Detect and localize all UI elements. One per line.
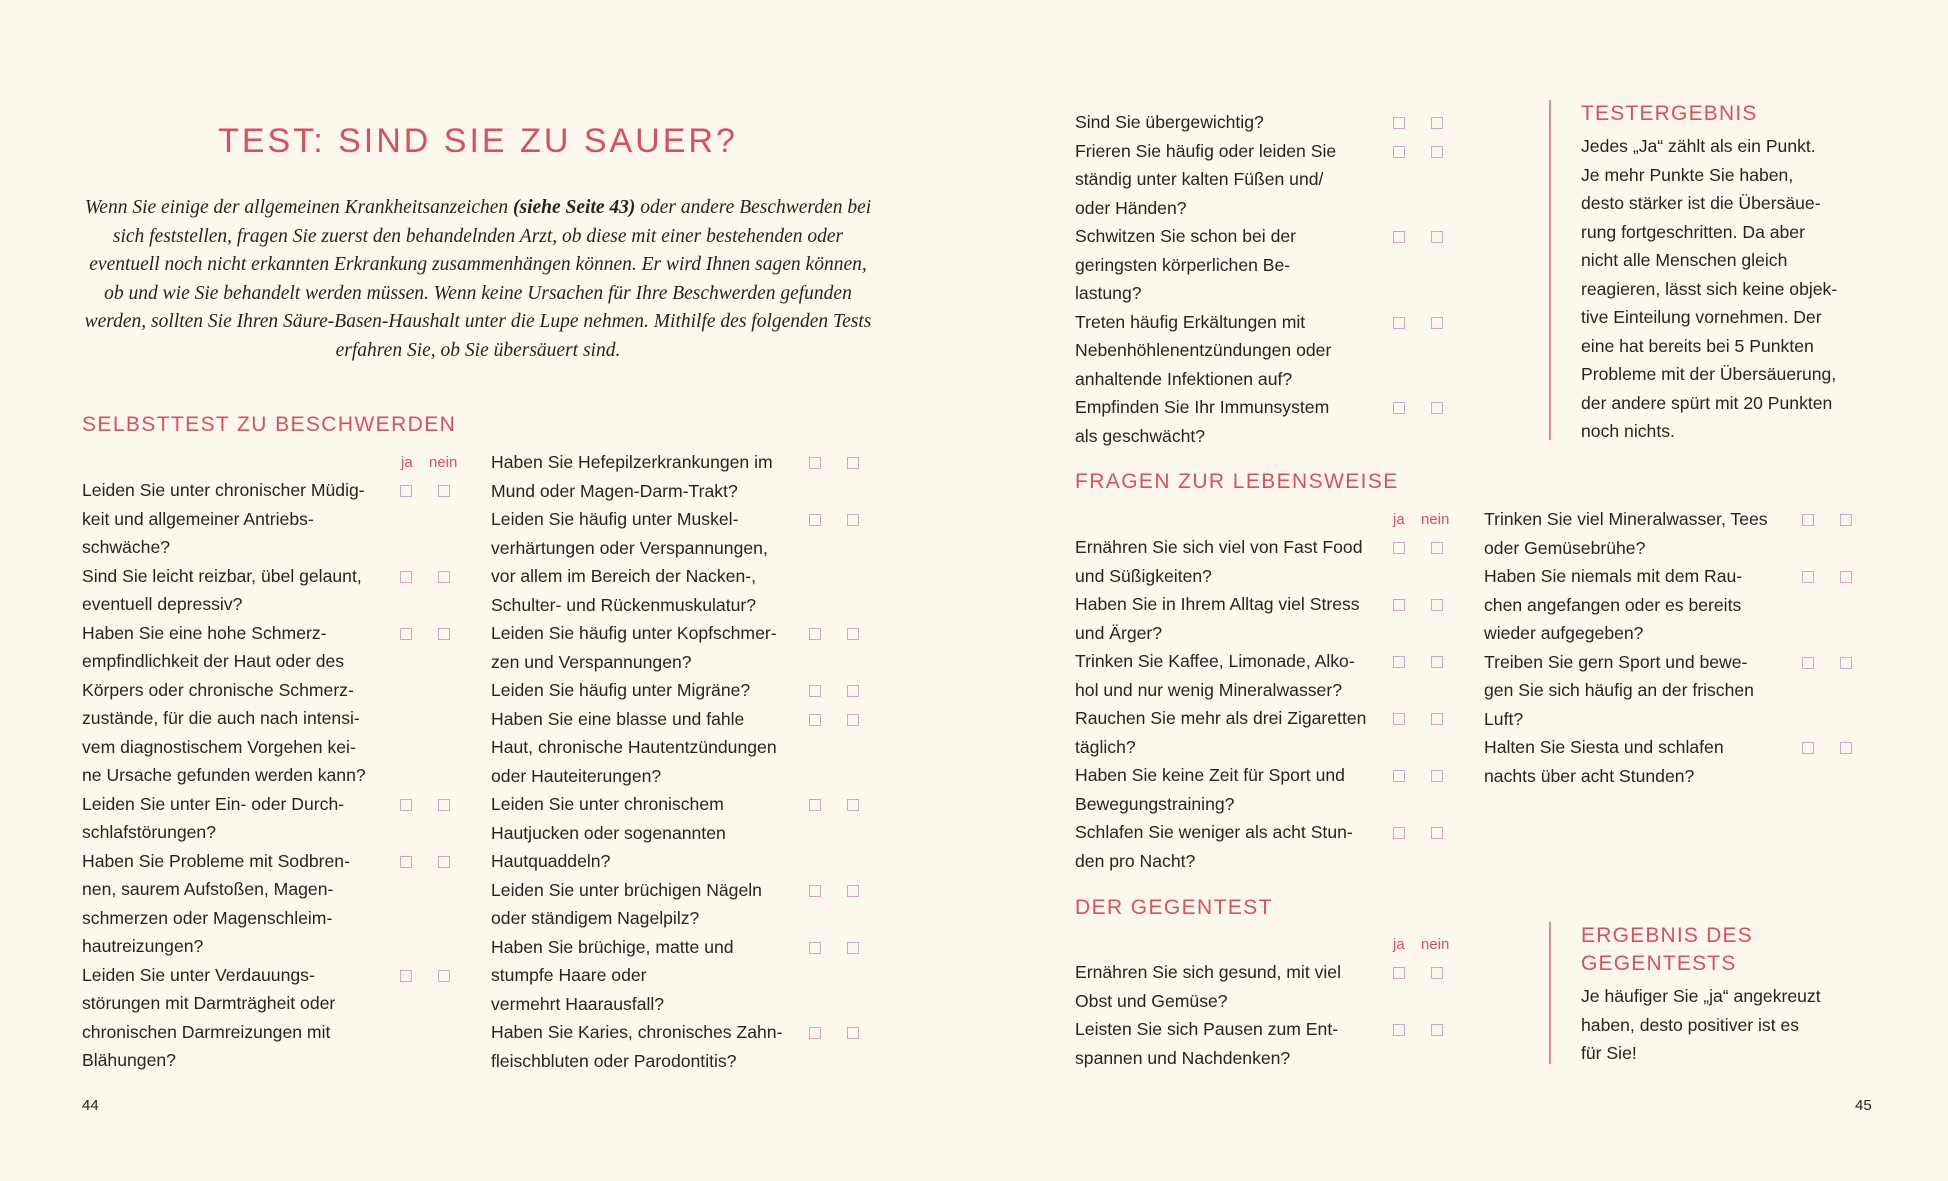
- selbsttest-heading: SELBSTTEST ZU BESCHWERDEN: [82, 413, 457, 436]
- question-text: Haben Sie eine blasse und fahle Haut, chronische Hautentzündungen oder Hauteiterungen?: [491, 708, 777, 786]
- question-text: Halten Sie Siesta und schlafen nachts über acht Stunden?: [1484, 737, 1724, 786]
- question-text: Leiden Sie unter Verdauungs- störungen mit Darmträgheit oder chronischen Darmreizungen mit Blähungen?: [82, 964, 336, 1070]
- selbsttest-question: [491, 676, 821, 705]
- lebensweise-question: [1075, 647, 1395, 704]
- question-text: Empfinden Sie Ihr Immunsystem als geschwächt?: [1075, 397, 1330, 446]
- ja-checkbox[interactable]: [1802, 571, 1814, 583]
- lebensweise-question: [1075, 761, 1395, 818]
- selbsttest-question: [1075, 393, 1395, 450]
- intro-text-end: oder andere Beschwerden bei sich feststellen, fragen Sie zuerst den behandelnden Arzt, ob diese mit einer bestehenden oder eventuell noch nicht erkannten Erkrankung zusammenhängen können. Er wird Ihnen sagen können, ob und wie Sie behandelt werden müssen. Wenn keine Ursachen für Ihre Beschwerden gefunden werden, sollten Sie Ihren Säure-Basen-Haushalt unter die Lupe nehmen. Mithilfe des folgenden Tests erfahren Sie, ob Sie übersäuert sind.: [84, 197, 872, 361]
- intro-paragraph: [82, 194, 874, 365]
- ja-checkbox[interactable]: [1393, 117, 1405, 129]
- ja-checkbox[interactable]: [809, 714, 821, 726]
- question-text: Leiden Sie häufig unter Kopfschmer- zen und Verspannungen?: [491, 623, 777, 672]
- nein-checkbox[interactable]: [1431, 770, 1443, 782]
- lebensweise-question: [1484, 648, 1814, 734]
- gegentest-question: [1075, 1015, 1395, 1072]
- lebensweise-question: [1075, 590, 1395, 647]
- ja-checkbox[interactable]: [400, 628, 412, 640]
- nein-checkbox[interactable]: [1431, 146, 1443, 158]
- lebensweise-question: [1484, 505, 1814, 562]
- nein-checkbox[interactable]: [847, 628, 859, 640]
- ja-checkbox[interactable]: [1393, 317, 1405, 329]
- selbsttest-question: [491, 448, 821, 505]
- lebensweise-question: [1484, 733, 1814, 790]
- selbsttest-question: [1075, 137, 1395, 223]
- nein-checkbox[interactable]: [847, 1027, 859, 1039]
- selbsttest-question: [491, 705, 821, 791]
- selbsttest-question: [82, 790, 402, 847]
- nein-checkbox[interactable]: [847, 714, 859, 726]
- nein-checkbox[interactable]: [1431, 542, 1443, 554]
- nein-checkbox[interactable]: [438, 856, 450, 868]
- ja-checkbox[interactable]: [1393, 770, 1405, 782]
- nein-checkbox[interactable]: [438, 571, 450, 583]
- ja-checkbox[interactable]: [400, 799, 412, 811]
- nein-checkbox[interactable]: [1431, 402, 1443, 414]
- question-text: Leiden Sie häufig unter Muskel- verhärtungen oder Verspannungen, vor allem im Bereich der Nacken-, Schulter- und Rückenmuskulatur?: [491, 509, 768, 615]
- ja-checkbox[interactable]: [809, 685, 821, 697]
- testergebnis-text: Jedes „Ja“ zählt als ein Punkt. Je mehr Punkte Sie haben, desto stärker ist die Übersäue- rung fortgeschritten. Da aber nicht alle Menschen gleich reagieren, lässt sich keine objek- tive Einteilung vornehmen. Der eine hat bereits bei 5 Punkten Probleme mit der Übersäuerung, der andere spürt mit 20 Punkten noch nichts.: [1581, 136, 1838, 441]
- nein-checkbox[interactable]: [1431, 1024, 1443, 1036]
- ja-label: ja: [1393, 936, 1405, 953]
- nein-checkbox[interactable]: [438, 628, 450, 640]
- selbsttest-question: [82, 847, 402, 961]
- gegentest-ergebnis-heading: ERGEBNIS DES GEGENTESTS: [1581, 924, 1753, 975]
- nein-checkbox[interactable]: [1431, 231, 1443, 243]
- ja-checkbox[interactable]: [400, 571, 412, 583]
- gegentest-ergebnis-box: [1549, 922, 1889, 1064]
- selbsttest-question: [491, 505, 821, 619]
- ja-checkbox[interactable]: [1393, 542, 1405, 554]
- lebensweise-list-1: [1075, 533, 1395, 875]
- ja-checkbox[interactable]: [809, 799, 821, 811]
- selbsttest-question: [1075, 222, 1395, 308]
- ja-checkbox[interactable]: [1802, 514, 1814, 526]
- page-number-left: 44: [82, 1097, 99, 1114]
- lebensweise-list-2: [1484, 505, 1814, 790]
- page-title: TEST: SIND SIE ZU SAUER?: [218, 122, 738, 160]
- question-text: Leiden Sie unter brüchigen Nägeln oder ständigem Nagelpilz?: [491, 879, 762, 928]
- ja-checkbox[interactable]: [1802, 742, 1814, 754]
- question-text: Leisten Sie sich Pausen zum Ent- spannen und Nachdenken?: [1075, 1019, 1339, 1068]
- selbsttest-question: [82, 562, 402, 619]
- nein-checkbox[interactable]: [1431, 656, 1443, 668]
- question-text: Haben Sie Probleme mit Sodbren- nen, saurem Aufstoßen, Magen- schmerzen oder Magenschleim- hautreizungen?: [82, 850, 350, 956]
- nein-checkbox[interactable]: [438, 485, 450, 497]
- ja-checkbox[interactable]: [1393, 599, 1405, 611]
- testergebnis-box: [1549, 100, 1889, 440]
- question-text: Haben Sie Karies, chronisches Zahn- fleischbluten oder Parodontitis?: [491, 1022, 783, 1071]
- ja-checkbox[interactable]: [1393, 1024, 1405, 1036]
- selbsttest-question: [491, 1018, 821, 1075]
- nein-label: nein: [1421, 511, 1450, 528]
- nein-checkbox[interactable]: [438, 970, 450, 982]
- nein-checkbox[interactable]: [1840, 742, 1852, 754]
- selbsttest-question: [491, 790, 821, 876]
- nein-checkbox[interactable]: [1431, 317, 1443, 329]
- nein-checkbox[interactable]: [1431, 713, 1443, 725]
- question-text: Haben Sie eine hohe Schmerz- empfindlichkeit der Haut oder des Körpers oder chronische Schmerz- zustände, für die auch nach intensi- vem diagnostischem Vorgehen kei- ne Ursache gefunden werden kann?: [82, 622, 366, 785]
- gegentest-ergebnis-text: Je häufiger Sie „ja“ angekreuzt haben, desto positiver ist es für Sie!: [1581, 986, 1821, 1063]
- question-text: Sind Sie übergewichtig?: [1075, 112, 1264, 132]
- question-text: Trinken Sie Kaffee, Limonade, Alko- hol und nur wenig Mineralwasser?: [1075, 651, 1355, 700]
- gegentest-question: [1075, 958, 1395, 1015]
- selbsttest-question: [491, 933, 821, 1019]
- lebensweise-question: [1484, 562, 1814, 648]
- lebensweise-question: [1075, 818, 1395, 875]
- nein-checkbox[interactable]: [847, 942, 859, 954]
- selbsttest-list-2: [491, 448, 821, 1075]
- question-text: Frieren Sie häufig oder leiden Sie ständig unter kalten Füßen und/ oder Händen?: [1075, 140, 1337, 218]
- question-text: Schlafen Sie weniger als acht Stun- den pro Nacht?: [1075, 822, 1353, 871]
- ja-checkbox[interactable]: [1393, 713, 1405, 725]
- ja-checkbox[interactable]: [1802, 657, 1814, 669]
- page-number-right: 45: [1855, 1097, 1872, 1114]
- testergebnis-heading: TESTERGEBNIS: [1581, 102, 1758, 125]
- selbsttest-question: [82, 961, 402, 1075]
- nein-checkbox[interactable]: [1431, 967, 1443, 979]
- question-text: Ernähren Sie sich viel von Fast Food und Süßigkeiten?: [1075, 537, 1363, 586]
- gegentest-heading: DER GEGENTEST: [1075, 896, 1273, 919]
- ja-checkbox[interactable]: [400, 485, 412, 497]
- question-text: Leiden Sie unter chronischem Hautjucken oder sogenannten Hautquaddeln?: [491, 794, 726, 871]
- ja-checkbox[interactable]: [1393, 827, 1405, 839]
- nein-checkbox[interactable]: [1431, 117, 1443, 129]
- nein-checkbox[interactable]: [847, 514, 859, 526]
- question-text: Trinken Sie viel Mineralwasser, Tees oder Gemüsebrühe?: [1484, 509, 1768, 558]
- ja-checkbox[interactable]: [1393, 656, 1405, 668]
- question-text: Haben Sie Hefepilzerkrankungen im Mund oder Magen-Darm-Trakt?: [491, 452, 773, 501]
- nein-checkbox[interactable]: [847, 885, 859, 897]
- ja-checkbox[interactable]: [1393, 231, 1405, 243]
- nein-label: nein: [1421, 936, 1450, 953]
- question-text: Haben Sie brüchige, matte und stumpfe Haare oder vermehrt Haarausfall?: [491, 936, 734, 1014]
- selbsttest-column-header: [0, 454, 974, 474]
- selbsttest-question: [1075, 308, 1395, 394]
- question-text: Haben Sie niemals mit dem Rau- chen angefangen oder es bereits wieder aufgegeben?: [1484, 566, 1743, 643]
- nein-label: nein: [429, 454, 458, 471]
- ja-checkbox[interactable]: [809, 885, 821, 897]
- nein-checkbox[interactable]: [1431, 599, 1443, 611]
- question-text: Rauchen Sie mehr als drei Zigaretten täglich?: [1075, 708, 1367, 757]
- ja-checkbox[interactable]: [1393, 967, 1405, 979]
- ja-checkbox[interactable]: [1393, 146, 1405, 158]
- nein-checkbox[interactable]: [1840, 657, 1852, 669]
- ja-checkbox[interactable]: [809, 1027, 821, 1039]
- lebensweise-heading: FRAGEN ZUR LEBENSWEISE: [1075, 470, 1399, 493]
- selbsttest-question: [82, 476, 402, 562]
- lebensweise-question: [1075, 704, 1395, 761]
- question-text: Leiden Sie unter Ein- oder Durch- schlafstörungen?: [82, 793, 345, 842]
- selbsttest-question: [82, 619, 402, 790]
- nein-checkbox[interactable]: [1840, 514, 1852, 526]
- ja-checkbox[interactable]: [809, 628, 821, 640]
- ja-checkbox[interactable]: [809, 457, 821, 469]
- ja-checkbox[interactable]: [809, 514, 821, 526]
- nein-checkbox[interactable]: [1840, 571, 1852, 583]
- intro-page-reference: (siehe Seite 43): [513, 197, 636, 218]
- question-text: Treiben Sie gern Sport und bewe- gen Sie sich häufig an der frischen Luft?: [1484, 651, 1754, 729]
- selbsttest-question: [491, 619, 821, 676]
- question-text: Sind Sie leicht reizbar, übel gelaunt, eventuell depressiv?: [82, 565, 362, 614]
- selbsttest-list-3: [1075, 108, 1395, 450]
- question-text: Ernähren Sie sich gesund, mit viel Obst und Gemüse?: [1075, 962, 1341, 1011]
- selbsttest-question: [1075, 108, 1395, 137]
- selbsttest-question: [491, 876, 821, 933]
- question-text: Leiden Sie häufig unter Migräne?: [491, 680, 751, 700]
- right-page: [974, 0, 1948, 1181]
- ja-checkbox[interactable]: [809, 942, 821, 954]
- nein-checkbox[interactable]: [847, 685, 859, 697]
- question-text: Leiden Sie unter chronischer Müdig- keit und allgemeiner Antriebs- schwäche?: [82, 480, 365, 557]
- question-text: Treten häufig Erkältungen mit Nebenhöhlenentzündungen oder anhaltende Infektionen auf?: [1075, 311, 1332, 389]
- ja-checkbox[interactable]: [1393, 402, 1405, 414]
- intro-text-start: Wenn Sie einige der allgemeinen Krankheitsanzeichen: [84, 197, 514, 218]
- nein-checkbox[interactable]: [847, 457, 859, 469]
- ja-label: ja: [401, 454, 413, 471]
- question-text: Schwitzen Sie schon bei der geringsten körperlichen Be- lastung?: [1075, 226, 1297, 303]
- ja-checkbox[interactable]: [400, 856, 412, 868]
- nein-checkbox[interactable]: [438, 799, 450, 811]
- gegentest-list: [1075, 958, 1395, 1072]
- selbsttest-list-1: [82, 476, 402, 1075]
- nein-checkbox[interactable]: [1431, 827, 1443, 839]
- question-text: Haben Sie keine Zeit für Sport und Bewegungstraining?: [1075, 765, 1345, 814]
- ja-label: ja: [1393, 511, 1405, 528]
- nein-checkbox[interactable]: [847, 799, 859, 811]
- ja-checkbox[interactable]: [400, 970, 412, 982]
- question-text: Haben Sie in Ihrem Alltag viel Stress und Ärger?: [1075, 594, 1360, 643]
- lebensweise-question: [1075, 533, 1395, 590]
